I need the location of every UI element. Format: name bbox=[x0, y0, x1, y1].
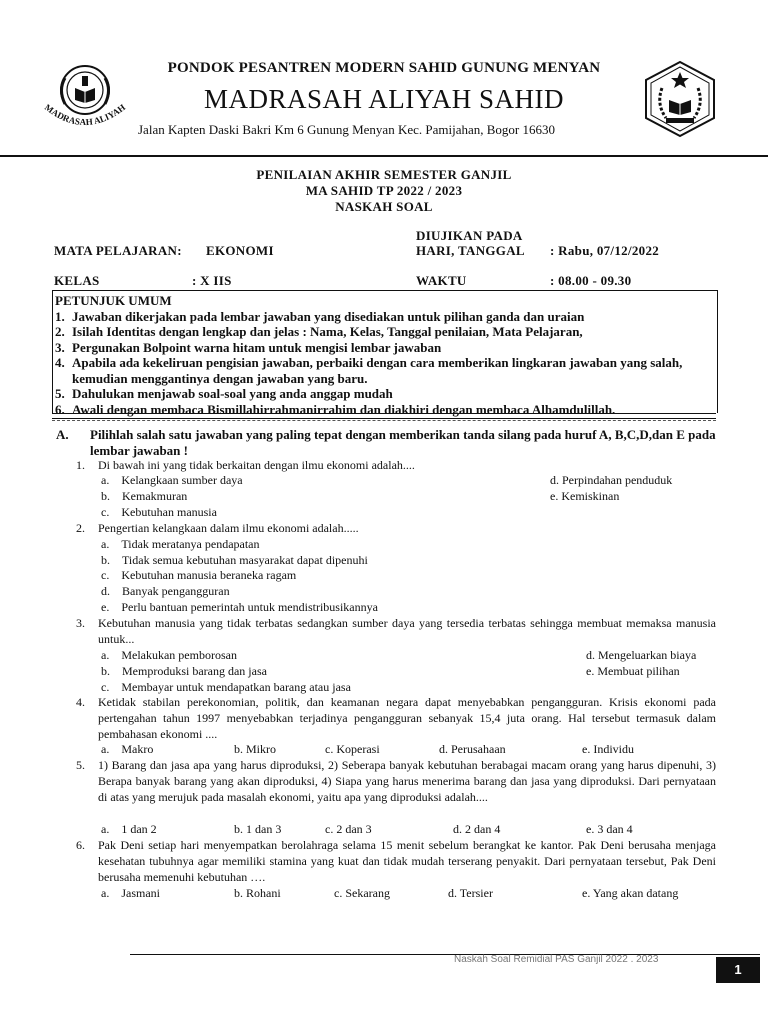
page-number: 1 bbox=[716, 957, 760, 983]
option-4e: e. Individu bbox=[582, 742, 634, 756]
question-2: 2. Pengertian kelangkaan dalam ilmu ekonomi adalah..... bbox=[76, 521, 359, 535]
option-1d: d. Perpindahan penduduk bbox=[550, 473, 673, 487]
option-6a: a. Jasmani bbox=[101, 886, 160, 900]
option-3d: d. Mengeluarkan biaya bbox=[586, 648, 697, 662]
subject-value: EKONOMI bbox=[206, 243, 274, 258]
instruction-item: 3. Pergunakan Bolpoint warna hitam untuk mengisi lembar jawaban bbox=[55, 339, 442, 355]
option-6e: e. Yang akan datang bbox=[582, 886, 679, 900]
option-5b: b. 1 dan 3 bbox=[234, 822, 282, 836]
option-1a: a. Kelangkaan sumber daya bbox=[101, 473, 243, 487]
footer-text: Naskah Soal Remidial PAS Ganjil 2022 . 2023 bbox=[454, 954, 659, 965]
option-3c: c. Membayar untuk mendapatkan barang atau jasa bbox=[101, 680, 351, 694]
option-4c: c. Koperasi bbox=[325, 742, 380, 756]
school-address: Jalan Kapten Daski Bakri Km 6 Gunung Menyan Kec. Pamijahan, Bogor 16630 bbox=[138, 122, 556, 137]
instruction-item: 6. Awali dengan membaca Bismillahirrahmanirrahim dan diakhiri dengan membaca Alhamdulillah. bbox=[55, 401, 616, 417]
option-6c: c. Sekarang bbox=[334, 886, 390, 900]
svg-text:MADRASAH ALIYAH: MADRASAH ALIYAH bbox=[42, 102, 128, 128]
date-label: HARI, TANGGAL bbox=[416, 243, 525, 258]
option-5e: e. 3 dan 4 bbox=[586, 822, 633, 836]
section-a-instruction bbox=[56, 427, 716, 459]
ministry-emblem-logo bbox=[640, 58, 720, 140]
question-5: 5. 1) Barang dan jasa apa yang harus diproduksi, 2) Seberapa banyak kebutuhan berabagai macam orang yang harus dipenuhi, 3) Berapa banyak barang yang akan diproduksi, 4) Siapa yang harus menerima barang dan jasa yang diproduksi. Dari pernyataan di atas yang merujuk pada masalah ekonomi, yaitu apa yang diproduksi adalah.... bbox=[76, 758, 716, 804]
diujikan-label: DIUJIKAN PADA bbox=[416, 228, 523, 243]
option-4a: a. Makro bbox=[101, 742, 154, 756]
option-5d: d. 2 dan 4 bbox=[453, 822, 501, 836]
option-5a: a. 1 dan 2 bbox=[101, 822, 157, 836]
option-3b: b. Memproduksi barang dan jasa bbox=[101, 664, 267, 678]
question-3: 3. Kebutuhan manusia yang tidak terbatas sedangkan sumber daya yang tersedia terbatas sehingga membuat memaksa manusia untuk... bbox=[76, 616, 716, 646]
option-2e: e. Perlu bantuan pemerintah untuk mendistribusikannya bbox=[101, 600, 378, 614]
question-1: 1. Di bawah ini yang tidak berkaitan dengan ilmu ekonomi adalah.... bbox=[76, 458, 415, 472]
time-value: : 08.00 - 09.30 bbox=[550, 273, 632, 288]
question-4: 4. Ketidak stabilan perekonomian, politik, dan keamanan negara dapat menyebabkan pengangguran. Krisis ekonomi pada pertengahan tahun 1997 menyebabkan terjadinya pengangguran sebanyak 15,4 juta orang. Hal tersebut termasuk dalam pembahasan ekonomi .... bbox=[76, 695, 716, 741]
section-text: Pilihlah salah satu jawaban yang paling tepat dengan memberikan tanda silang pada huruf A, B,C,D,dan E pada lembar jawaban ! bbox=[90, 427, 716, 458]
instructions-title: PETUNJUK UMUM bbox=[55, 293, 172, 308]
option-3e: e. Membuat pilihan bbox=[586, 664, 680, 678]
option-5c: c. 2 dan 3 bbox=[325, 822, 372, 836]
option-1b: b. Kemakmuran bbox=[101, 489, 188, 503]
option-4b: b. Mikro bbox=[234, 742, 276, 756]
class-label: KELAS bbox=[54, 273, 100, 288]
dashed-rule bbox=[52, 420, 716, 421]
option-2a: a. Tidak meratanya pendapatan bbox=[101, 537, 260, 551]
exam-subtitle: NASKAH SOAL bbox=[335, 199, 433, 214]
subject-label: MATA PELAJARAN: bbox=[54, 243, 182, 258]
class-value: : X IIS bbox=[192, 273, 232, 288]
exam-title: PENILAIAN AKHIR SEMESTER GANJIL bbox=[256, 167, 512, 182]
option-6b: b. Rohani bbox=[234, 886, 281, 900]
exam-year: MA SAHID TP 2022 / 2023 bbox=[305, 183, 463, 198]
time-label: WAKTU bbox=[416, 273, 467, 288]
date-value: : Rabu, 07/12/2022 bbox=[550, 243, 660, 258]
option-3a: a. Melakukan pemborosan bbox=[101, 648, 237, 662]
instructions-box bbox=[52, 290, 718, 417]
instruction-item: 2. Isilah Identitas dengan lengkap dan jelas : Nama, Kelas, Tanggal penilaian, Mata Pelajaran, bbox=[55, 324, 583, 339]
question-6: 6. Pak Deni setiap hari menyempatkan berolahraga selama 15 menit sebelum berangkat ke kantor. Pak Deni berusaha menjaga kesehatan tubuhnya agar memiliki stamina yang kuat dan tidak mudah terserang penyakit. Dari pernyataan tersebut, Pak Deni berusaha memenuhi kebutuhan …. bbox=[76, 838, 716, 884]
instruction-item: 5. Dahulukan menjawab soal-soal yang anda anggap mudah bbox=[55, 386, 393, 401]
header-divider bbox=[0, 155, 768, 157]
section-label: A. bbox=[56, 427, 69, 442]
option-4d: d. Perusahaan bbox=[439, 742, 506, 756]
instruction-item: 1. Jawaban dikerjakan pada lembar jawaban yang disediakan untuk pilihan ganda dan uraian bbox=[55, 308, 585, 324]
institution-name: PONDOK PESANTREN MODERN SAHID GUNUNG MENYAN bbox=[167, 60, 601, 76]
school-name: MADRASAH ALIYAH SAHID bbox=[203, 84, 565, 114]
option-6d: d. Tersier bbox=[448, 886, 493, 900]
option-1c: c. Kebutuhan manusia bbox=[101, 505, 217, 519]
double-rule bbox=[52, 413, 716, 419]
footer-divider bbox=[130, 954, 760, 955]
option-2c: c. Kebutuhan manusia beraneka ragam bbox=[101, 568, 297, 582]
option-2b: b. Tidak semua kebutuhan masyarakat dapat dipenuhi bbox=[101, 553, 368, 567]
option-1e: e. Kemiskinan bbox=[550, 489, 620, 503]
instruction-item: 4. Apabila ada kekeliruan pengisian jawaban, perbaiki dengan cara memberikan lingkaran jawaban yang salah, kemudian menggantinya dengan jawaban yang baru. bbox=[55, 355, 683, 386]
option-2d: d. Banyak pengangguran bbox=[101, 584, 230, 598]
